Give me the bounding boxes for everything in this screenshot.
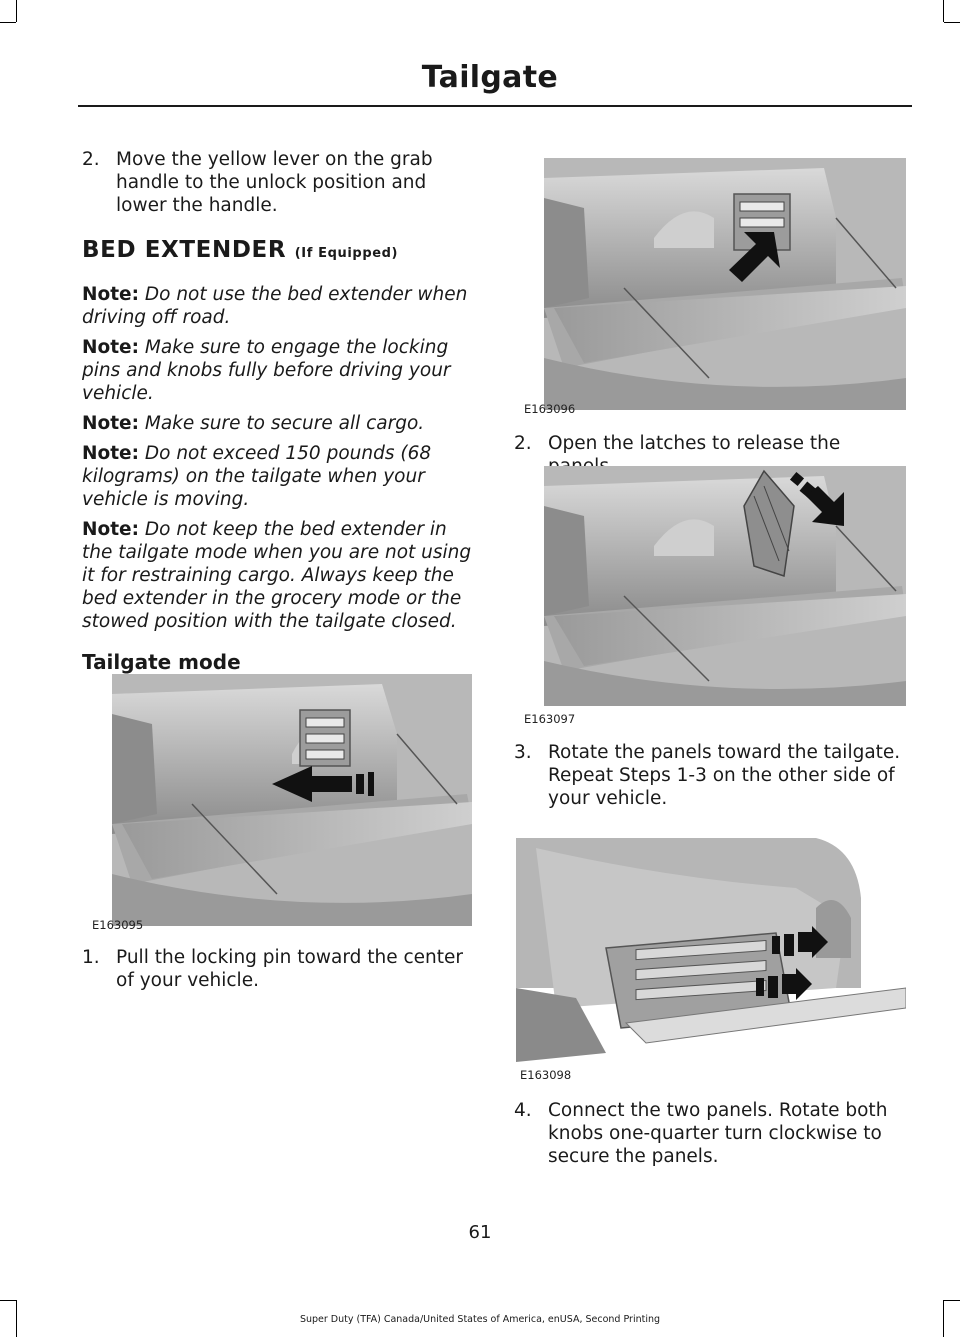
note: [82, 283, 478, 329]
figure-id: E163098: [520, 1068, 572, 1082]
note-label: Note:: [82, 413, 139, 434]
note-text: Do not use the bed extender when driving off road.: [82, 284, 468, 328]
note-label: Note:: [82, 519, 139, 540]
right-step-4: [514, 1099, 912, 1168]
step-text: Open the latches to release the: [548, 433, 841, 454]
note-label: Note:: [82, 443, 139, 464]
crop-mark: [944, 22, 960, 23]
figure-rotate-panels: [516, 838, 906, 1062]
left-step-1: [82, 946, 478, 992]
step-text: Rotate the panels toward the tailgate. Repeat Steps 1-3 on the other side of your vehicle.: [548, 742, 901, 809]
note: [82, 336, 478, 405]
crop-mark: [0, 22, 16, 23]
step-number: 3.: [514, 742, 532, 763]
note: [82, 442, 478, 511]
figure-id: E163096: [524, 402, 576, 416]
grab-handle-illustration: [544, 158, 906, 410]
note-text: Do not exceed 150 pounds (68 kilograms) on the tailgate when your vehicle is moving.: [82, 443, 432, 510]
right-step-3: [514, 741, 912, 810]
section-heading: [82, 239, 478, 265]
rotate-panels-illustration: [516, 838, 906, 1062]
step-number: 2.: [514, 433, 532, 454]
note: [82, 412, 478, 435]
figure-grab-handle: [544, 158, 906, 410]
crop-mark: [16, 0, 17, 22]
header-rule: [78, 105, 912, 107]
step-number: 1.: [82, 947, 100, 968]
step-text: Move the yellow lever on the grab handle to the unlock position and lower the handle.: [116, 149, 433, 216]
latches-illustration: [544, 466, 906, 706]
step-number: 2.: [82, 149, 100, 170]
note-text: Do not keep the bed extender in the tailgate mode when you are not using it for restraining cargo. Always keep the bed extender in the grocery mode or the stowed position with the tailgate closed.: [82, 519, 472, 632]
page-title: Tailgate: [421, 60, 558, 95]
step-text: Connect the two panels. Rotate both knobs one-quarter turn clockwise to secure the panels.: [548, 1100, 888, 1167]
figure-latches: [544, 466, 906, 706]
edition-info: Super Duty (TFA) Canada/United States of America, enUSA, Second Printing: [299, 1314, 661, 1325]
tailgate-illustration: [112, 674, 472, 926]
step-text: Pull the locking pin toward the center of your vehicle.: [116, 947, 463, 991]
crop-mark: [0, 1300, 16, 1301]
section-suffix: (If Equipped): [294, 246, 399, 261]
note-text: Make sure to engage the locking pins and knobs fully before driving your vehicle.: [82, 337, 451, 404]
note-label: Note:: [82, 284, 139, 305]
step-3: [514, 741, 912, 810]
section-title: BED EXTENDER: [82, 237, 287, 263]
crop-mark: [943, 0, 944, 22]
crop-mark: [944, 1300, 960, 1301]
figure-tailgate-mode: [112, 674, 472, 926]
note-label: Note:: [82, 337, 139, 358]
step-4: [514, 1099, 912, 1168]
figure-id: E163095: [92, 918, 144, 932]
step-2-left: [82, 148, 478, 217]
note-text: Make sure to secure all cargo.: [144, 413, 425, 434]
subheading: Tailgate mode: [82, 650, 241, 674]
step-number: 4.: [514, 1100, 532, 1121]
left-column: [82, 148, 478, 674]
note: [82, 518, 478, 633]
page-number: 61: [468, 1222, 492, 1243]
figure-id: E163097: [524, 712, 576, 726]
step-1: [82, 946, 478, 992]
